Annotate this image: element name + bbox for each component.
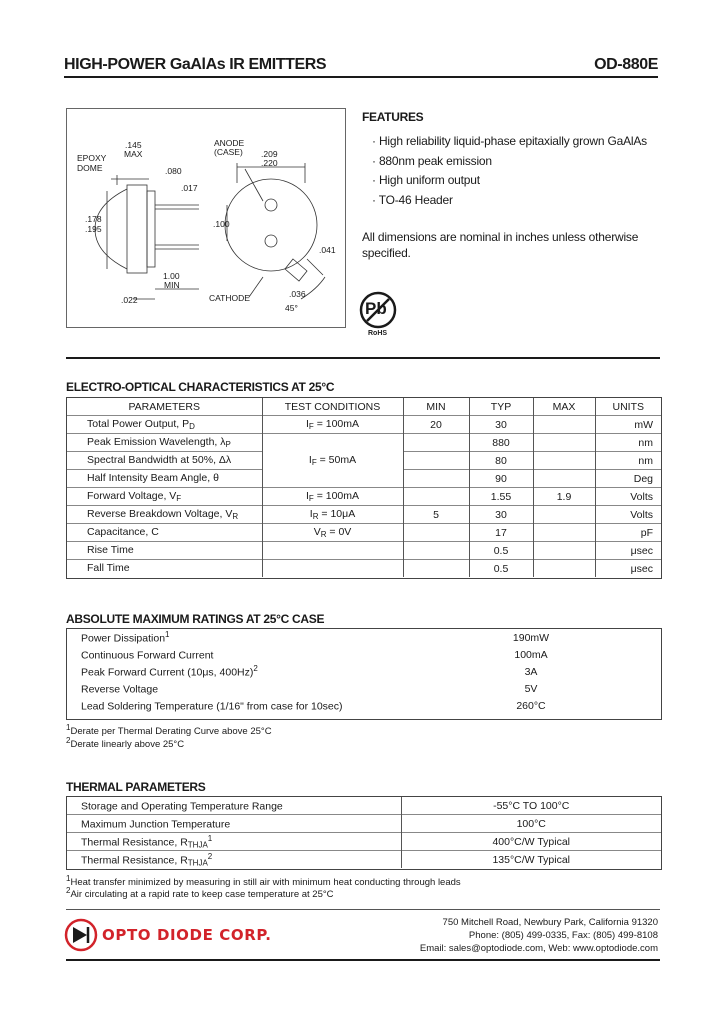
thermal-table (67, 797, 661, 868)
feature-item: · TO-46 Header (372, 192, 453, 207)
table-row (67, 663, 661, 680)
min-cell: 20 (403, 416, 469, 434)
header-rule (64, 76, 658, 78)
dim-max: MAX (124, 149, 143, 159)
thermal-label: Storage and Operating Temperature Range (81, 800, 283, 813)
max-cell: 1.9 (533, 488, 595, 506)
param-cell: Peak Emission Wavelength, $\lambda_P$ (67, 434, 262, 452)
dim-220: .220 (261, 158, 278, 168)
feature-item: · 880nm peak emission (372, 153, 492, 168)
units-cell: μsec (595, 542, 661, 560)
cond-cell: $I_F = 100mA$ (262, 416, 403, 434)
col-header: MAX (533, 398, 595, 416)
part-number: OD-880E (594, 56, 658, 73)
param-cell: Spectral Bandwidth at 50%, Δλ (67, 452, 262, 470)
max-cell (533, 524, 595, 542)
min-cell (403, 470, 469, 488)
company-address: 750 Mitchell Road, Newbury Park, California 91320 (442, 917, 658, 928)
units-cell: pF (595, 524, 661, 542)
company-phone: Phone: (805) 499-0335, Fax: (805) 499-8108 (468, 930, 658, 941)
thermal-footnote-2: $^2$Air circulating at a rapid rate to keep case temperature at 25°C (66, 886, 334, 901)
company-name: OPTO DIODE CORP. (102, 926, 272, 944)
table-row (67, 797, 661, 815)
features-list (362, 134, 647, 212)
table-row (67, 524, 661, 542)
units-cell: μsec (595, 560, 661, 578)
rating-value: 260°C (516, 699, 546, 712)
col-header: PARAMETERS (128, 400, 201, 413)
typ-cell: 30 (469, 416, 533, 434)
col-header: TEST CONDITIONS (262, 398, 403, 416)
min-cell (403, 434, 469, 452)
typ-cell: 30 (469, 506, 533, 524)
cond-cell: $I_F = 100mA$ (262, 488, 403, 506)
dim-080: .080 (165, 166, 182, 176)
thermal-value: -55°C TO 100°C (401, 797, 661, 815)
units-cell: mW (595, 416, 661, 434)
dim-min: MIN (164, 280, 180, 290)
thermal-footnote-1: $^1$Heat transfer minimized by measuring in still air with minimum heat conducting through leads (66, 874, 461, 889)
dim-017: .017 (181, 183, 198, 193)
cond-cell (262, 560, 403, 578)
rating-label: Power Dissipation$^1$ (81, 630, 170, 645)
dim-1-00: 1.00 (163, 271, 180, 281)
param-cell: Rise Time (67, 542, 262, 560)
dim-100: .100 (213, 219, 230, 229)
thermal-label: Thermal Resistance, $R_{THJA}^1$ (67, 833, 401, 851)
table-row (67, 629, 661, 646)
max-cell (533, 434, 595, 452)
table-row (67, 697, 661, 714)
thermal-value: 135°C/W Typical (401, 851, 661, 869)
page-title: HIGH-POWER GaAlAs IR EMITTERS (64, 56, 327, 73)
table-row (67, 815, 661, 833)
min-cell: 5 (403, 506, 469, 524)
company-email: Email: sales@optodiode.com, Web: www.optodiode.com (419, 943, 658, 954)
table-row (67, 434, 661, 452)
min-cell (403, 524, 469, 542)
col-header: TYP (469, 398, 533, 416)
dim-145: .145 (125, 140, 142, 150)
cond-cell: $V_R = 0V$ (262, 524, 403, 542)
dimension-drawing (66, 108, 346, 328)
company-logo (64, 918, 284, 952)
rating-value: 190mW (512, 631, 550, 644)
units-cell: nm (595, 452, 661, 470)
param-cell: Reverse Breakdown Voltage, $V_R$ (67, 506, 262, 524)
max-cell (533, 506, 595, 524)
table-row (67, 506, 661, 524)
cond-cell: $I_R = 10\mu A$ (262, 506, 403, 524)
typ-cell: 80 (469, 452, 533, 470)
dim-036: .036 (289, 289, 306, 299)
thermal-heading: THERMAL PARAMETERS (66, 780, 206, 794)
dim-45-degrees: 45° (285, 303, 298, 313)
footer-top-rule (66, 909, 660, 910)
col-header: UNITS (595, 398, 661, 416)
min-cell (403, 542, 469, 560)
typ-cell: 0.5 (469, 542, 533, 560)
max-cell (533, 560, 595, 578)
section-divider (66, 357, 660, 359)
thermal-value: 400°C/W Typical (401, 833, 661, 851)
rohs-badge (358, 290, 398, 340)
dim-041: .041 (319, 245, 336, 255)
typ-cell: 1.55 (469, 488, 533, 506)
table-row (67, 488, 661, 506)
min-cell (403, 452, 469, 470)
label-cathode: CATHODE (209, 293, 250, 303)
max-cell (533, 416, 595, 434)
diode-logo-icon (64, 918, 98, 952)
col-header: MIN (403, 398, 469, 416)
abs-table (67, 629, 661, 714)
rating-value: 100mA (514, 648, 548, 661)
units-cell: Volts (595, 488, 661, 506)
typ-cell: 90 (469, 470, 533, 488)
rating-value: 3A (524, 665, 538, 678)
units-cell: Deg (595, 470, 661, 488)
max-cell (533, 542, 595, 560)
cond-cell-merged: $I_F = 50mA$ (262, 434, 403, 488)
max-cell (533, 470, 595, 488)
rating-label: Lead Soldering Temperature (1/16" from case for 10sec) (81, 700, 343, 713)
footer-bottom-rule (66, 959, 660, 961)
feature-item: · High uniform output (372, 173, 480, 187)
units-cell: Volts (595, 506, 661, 524)
typ-cell: 880 (469, 434, 533, 452)
feature-item: · High reliability liquid-phase epitaxially grown GaAlAs (372, 134, 647, 148)
rating-label: Reverse Voltage (81, 683, 159, 696)
units-cell: nm (595, 434, 661, 452)
param-cell: Total Power Output, $P_D$ (67, 416, 262, 434)
max-cell (533, 452, 595, 470)
rating-label: Peak Forward Current (10μs, 400Hz)$^2$ (81, 664, 258, 679)
dim-022: .022 (121, 295, 138, 305)
rohs-label: RoHS (368, 330, 388, 337)
dim-178: .178 (85, 214, 102, 224)
features-heading: FEATURES (362, 110, 424, 124)
table-row (67, 680, 661, 697)
min-cell (403, 488, 469, 506)
table-header-row (67, 398, 661, 416)
typ-cell: 17 (469, 524, 533, 542)
table-row (67, 542, 661, 560)
abs-footnote-2: $^2$Derate linearly above 25°C (66, 736, 185, 751)
param-cell: Fall Time (67, 560, 262, 578)
thermal-value: 100°C (401, 815, 661, 833)
table-row (67, 833, 661, 851)
rating-label: Continuous Forward Current (81, 649, 214, 662)
param-cell: Half Intensity Beam Angle, θ (67, 470, 262, 488)
label-anode-case: (CASE) (214, 147, 243, 157)
abs-max-heading: ABSOLUTE MAXIMUM RATINGS AT 25°C CASE (66, 612, 325, 626)
eo-table (67, 398, 661, 577)
rohs-pb-symbol: Pb (365, 299, 387, 318)
table-row (67, 646, 661, 663)
typ-cell: 0.5 (469, 560, 533, 578)
dim-195: .195 (85, 224, 102, 234)
eo-heading: ELECTRO-OPTICAL CHARACTERISTICS AT 25°C (66, 380, 335, 394)
label-anode: ANODE (214, 138, 245, 148)
label-epoxy-dome: EPOXY DOME (77, 153, 107, 173)
param-cell: Forward Voltage, $V_F$ (67, 488, 262, 506)
table-row (67, 416, 661, 434)
cond-cell (262, 542, 403, 560)
thermal-label: Maximum Junction Temperature (67, 815, 401, 833)
table-row (67, 851, 661, 869)
min-cell (403, 560, 469, 578)
param-cell: Capacitance, C (67, 524, 262, 542)
rating-value: 5V (524, 682, 538, 695)
dim-209: .209 (261, 149, 278, 159)
table-row (67, 560, 661, 578)
abs-footnote-1: $^1$Derate per Thermal Derating Curve above 25°C (66, 723, 272, 738)
thermal-label: Thermal Resistance, $R_{THJA}^2$ (67, 851, 401, 869)
dimensions-note: All dimensions are nominal in inches unless otherwise specified. (362, 230, 639, 260)
